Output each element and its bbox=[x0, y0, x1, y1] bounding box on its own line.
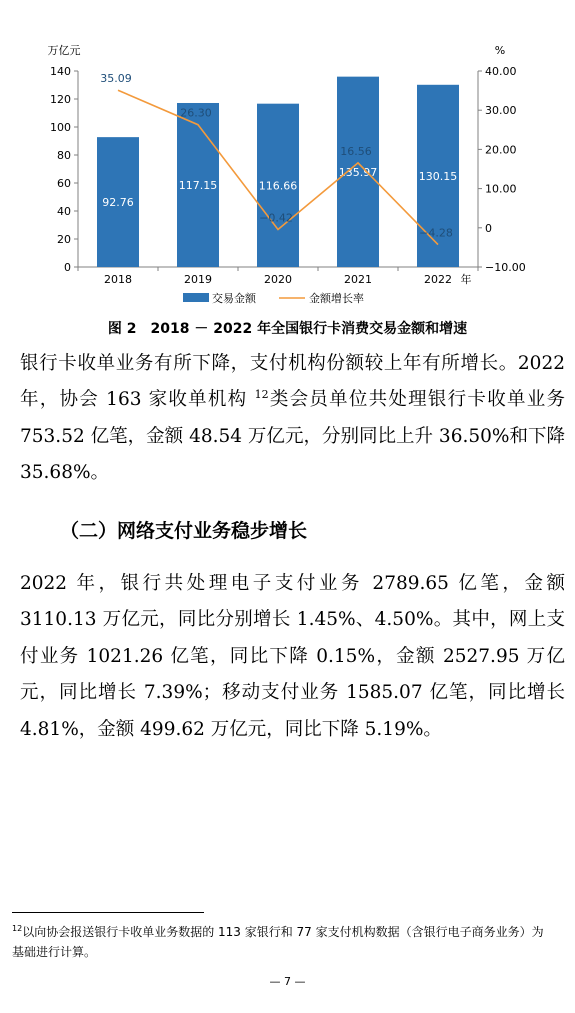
footnote-divider bbox=[12, 912, 204, 913]
line-value-label: −0.42 bbox=[259, 211, 293, 225]
right-tick-label: 20.00 bbox=[485, 143, 517, 157]
footnote-ref-12: 12 bbox=[254, 388, 269, 402]
footnote bbox=[12, 919, 552, 962]
left-tick-label: 40 bbox=[57, 205, 71, 218]
right-axis-unit: % bbox=[494, 44, 506, 57]
left-axis-unit: 万亿元 bbox=[47, 44, 81, 57]
legend-bar-label: 交易金额 bbox=[212, 292, 256, 305]
section-heading: （二）网络支付业务稳步增长 bbox=[60, 520, 308, 542]
x-axis-unit: 年 bbox=[460, 273, 472, 286]
right-tick-label: 0 bbox=[485, 221, 492, 235]
page-number: — 7 — bbox=[269, 975, 306, 988]
figure-caption: 图 2 2018 － 2022 年全国银行卡消费交易金额和增速 bbox=[107, 321, 468, 337]
footnote-text: 以向协会报送银行卡收单业务数据的 113 家银行和 77 家支付机构数据（含银行电子商务业务）为基础进行计算。 bbox=[12, 925, 544, 959]
legend-line-label: 金额增长率 bbox=[309, 292, 364, 305]
left-tick-label: 140 bbox=[50, 65, 71, 78]
line-value-label: 16.56 bbox=[340, 144, 372, 158]
left-tick-label: 80 bbox=[57, 149, 71, 162]
x-category-label: 2021 bbox=[344, 273, 372, 286]
left-tick-label: 120 bbox=[50, 93, 71, 106]
paragraph-text-part2: 类会员单位共处理银行卡收单业务 753.52 亿笔，金额 48.54 万亿元，分别同比上升 36.50%和下降 35.68%。 bbox=[20, 389, 565, 484]
bar-value-label: 116.66 bbox=[258, 179, 298, 193]
x-category-label: 2018 bbox=[104, 273, 132, 286]
left-axis-ticks bbox=[50, 65, 78, 274]
x-category-label: 2019 bbox=[184, 273, 212, 286]
right-tick-label: 10.00 bbox=[485, 182, 517, 196]
line-value-label: 35.09 bbox=[100, 72, 132, 86]
x-category-label: 2020 bbox=[264, 273, 292, 286]
card-consumption-chart bbox=[0, 40, 575, 315]
left-tick-label: 0 bbox=[64, 261, 71, 274]
right-tick-label: 40.00 bbox=[485, 65, 517, 78]
paragraph-card-acquiring bbox=[20, 346, 565, 492]
line-value-label: 26.30 bbox=[180, 106, 212, 120]
legend-bar-swatch bbox=[183, 293, 209, 302]
right-axis-ticks bbox=[478, 65, 526, 274]
bar-value-label: 117.15 bbox=[178, 178, 218, 192]
right-tick-label: −10.00 bbox=[485, 261, 526, 274]
x-axis-categories bbox=[78, 267, 478, 286]
left-tick-label: 20 bbox=[57, 233, 71, 246]
bar-value-label: 130.15 bbox=[418, 169, 458, 183]
legend bbox=[183, 291, 364, 305]
paragraph-network-payment: 2022 年，银行共处理电子支付业务 2789.65 亿笔，金额 3110.13 万亿元，同比分别增长 1.45%、4.50%。其中，网上支付业务 1021.26 亿笔，同比下降 0.15%，金额 2527.95 万亿元，同比增长 7.39%；移动支付业务 1585.07 亿笔，同比增长 4.81%，金额 499.62 万亿元，同比下降 5.19%。 bbox=[20, 573, 565, 740]
paragraph-text-part1: 银行卡收单业务有所下降，支付机构份额较上年有所增长。2022 年，协会 163 家收单机构 bbox=[20, 353, 565, 411]
left-tick-label: 60 bbox=[57, 177, 71, 190]
x-category-label: 2022 bbox=[424, 273, 452, 286]
left-tick-label: 100 bbox=[50, 121, 71, 134]
bar-value-label: 92.76 bbox=[102, 196, 134, 210]
line-value-label: −4.28 bbox=[419, 226, 453, 240]
right-tick-label: 30.00 bbox=[485, 104, 517, 118]
bar-value-label: 135.97 bbox=[338, 165, 378, 179]
footnote-marker: 12 bbox=[12, 924, 23, 933]
